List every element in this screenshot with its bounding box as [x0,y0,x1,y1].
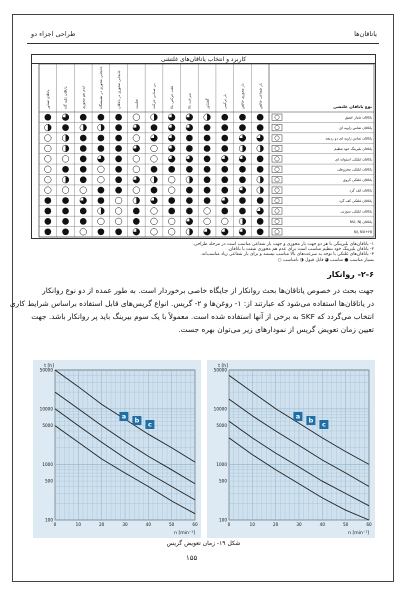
rating-full-mark [168,166,175,173]
rating-empty-mark [45,166,52,173]
rating-full-mark [80,114,87,121]
rating-full-mark [62,197,69,204]
rating-full-mark [115,176,122,183]
column-header: صلبیت [134,99,139,109]
rating-empty-mark [98,176,105,183]
rating-full-mark [98,114,105,121]
rating-full-mark [204,135,211,142]
left-chart-y-axis-label: t [h] [44,364,54,369]
rating-fill [207,114,210,121]
row-label: یاتاقان بلبرینگ خود تنظیم [334,146,372,151]
rating-full-mark [221,135,228,142]
rating-full-mark [221,124,228,131]
rating-full-mark [80,208,87,215]
rating-fill [260,145,263,152]
right-chart-y-tick-label: 10000 [213,406,227,412]
rating-full-mark [133,208,140,215]
rating-full-mark [115,166,122,173]
column-header: بی صدایی حرکت [152,83,157,109]
column-header: گشتاور [205,98,210,109]
right-chart-curve-label: b [308,416,314,425]
rating-full-mark [257,166,264,173]
rating-empty-mark [98,218,105,225]
rating-empty-mark [151,145,158,152]
rating-full-mark [239,114,246,121]
rating-full-mark [204,166,211,173]
right-chart-y-tick-label: 1000 [216,461,227,467]
rating-fill [48,124,51,131]
right-chart-y-tick-label: 500 [219,478,227,484]
right-chart-x-tick-label: 50 [342,522,349,527]
rating-empty-mark [168,176,175,183]
rating-full-mark [221,208,228,215]
left-chart-x-tick-label: 50 [168,522,175,527]
rating-full-mark [80,145,87,152]
header-left: طراحی اجزاء دو [31,30,76,38]
rating-full-mark [115,114,122,121]
bearing-sketch-ball [275,146,279,150]
rating-fill [242,218,245,225]
rating-empty-mark [115,218,122,225]
rating-fill [136,197,139,204]
table-title: کاربرد و انتخاب یاتاقان‌های غلتشی [160,56,247,63]
rating-full-mark [115,124,122,131]
rating-empty-mark [62,187,69,194]
rating-fill [83,124,86,131]
header-right: یاتاقان‌ها [354,30,377,38]
rating-full-mark [168,197,175,204]
rating-full-mark [239,176,246,183]
rating-full-mark [186,197,193,204]
rating-empty-mark [204,218,211,225]
row-label: یاتاقان غلتکی سوزنی [340,209,372,214]
rating-full-mark [239,208,246,215]
row-label: NU, NJ یاتاقان [349,219,372,224]
paragraph-line-4: تعیین زمان تعویض گریس از نمودارهای زیر می‌توان بهره جست. [178,325,374,334]
rating-full-mark [186,187,193,194]
paragraph-line-1: جهت بحث در خصوص یاتاقان‌ها بحث روانکار از جایگاه خاصی برخوردار است. به طور عمده از دو نوع روانکار [42,286,374,295]
rating-full-mark [239,197,246,204]
grease-chart-right [207,360,375,538]
column-header: یاتاقان شناور [46,89,51,109]
rating-fill [101,208,104,215]
rating-full-mark [257,114,264,121]
right-chart-y-axis-label: t [h] [218,364,228,369]
left-chart-y-tick-label: 10000 [39,406,53,412]
rating-empty-mark [151,156,158,163]
rating-empty-mark [133,135,140,142]
right-chart-y-tick-label: 50000 [213,367,227,373]
rating-empty-mark [221,218,228,225]
rating-full-mark [62,208,69,215]
column-header: دقت حرکتی بالا [169,85,174,109]
rating-full-mark [115,145,122,152]
right-chart-y-tick-label: 5000 [216,423,227,429]
left-chart-x-axis-label: n [min⁻¹] [174,531,195,536]
rating-empty-mark [80,187,87,194]
rating-full-mark [62,166,69,173]
rating-full-mark [239,124,246,131]
left-chart-curve-label: a [121,412,127,421]
column-header: بار شعاعی خالص [258,83,263,109]
row-label: یاتاقان غلتکی کروی [342,178,372,183]
left-chart-x-tick-label: 10 [75,522,82,527]
row-label: یاتاقان تماس زاویه ای دو ردیفه [325,136,372,141]
rating-full-mark [80,166,87,173]
row-label: یاتاقان شیار عمیق [344,115,372,120]
row-label: یاتاقان کف گرد [349,188,372,193]
right-chart-x-axis-label: n [min⁻¹] [348,531,369,536]
rating-empty-mark [45,176,52,183]
left-chart-y-tick-label: 1000 [42,461,53,467]
rating-empty-mark [168,228,175,235]
rating-empty-mark [168,187,175,194]
rating-full-mark [80,156,87,163]
rating-full-mark [62,228,69,235]
table-note-2: ۲- یاتاقان بلبرینگ خود تنظیم مناسب است برای عدم هم محوری شفت با یاتاقان. [227,247,374,252]
rating-full-mark [221,145,228,152]
grease-chart-left [33,360,201,538]
rating-full-mark [45,114,52,121]
rating-full-mark [221,114,228,121]
left-chart-y-tick-label: 500 [45,478,53,484]
row-label: یاتاقان غلتکی مخروطی [337,167,372,172]
rating-fill [66,145,69,152]
left-chart-x-tick-label: 60 [192,522,198,527]
left-chart-y-tick-label: 100 [45,517,53,523]
rating-empty-mark [115,197,122,204]
bearing-sketch-ball [275,167,279,171]
rating-full-mark [168,208,175,215]
rating-empty-mark [62,156,69,163]
bearing-sketch-ball [275,157,279,161]
rating-full-mark [257,228,264,235]
bearing-sketch-ball [275,198,279,202]
table-note-3: ۳- یاتاقان‌های غلتکی با توجه به سرعت‌های بالا مناسب نیستند و برای بار شعاعی زیاد مناسب‌اند. [200,252,374,257]
rating-full-mark [45,218,52,225]
rating-empty-mark [45,135,52,142]
row-label: یاتاقان تماس زاویه ای [339,126,372,131]
bearing-sketch-ball [275,115,279,119]
rating-fill [101,124,104,131]
rating-empty-mark [133,187,140,194]
rating-full-mark [62,124,69,131]
rating-full-mark [204,124,211,131]
rating-empty-mark [151,218,158,225]
row-header: نوع یاتاقان غلتشی [333,104,372,109]
right-chart-x-tick-label: 20 [272,522,279,527]
rating-full-mark [221,176,228,183]
table-legend: بسیار مناسب ● مناسب ◕ قابل قبول ◑ نامناسب ○ [277,258,374,263]
column-header: یاتاقان تکیه گاه [63,86,68,109]
table-note-1: ۱- یاتاقان‌های بلبرینگی با هر دو جهت بار محوری و جهت بار شعاعی مناسب است در مرحله طراحی. [192,242,374,247]
bearing-sketch-ball [275,219,279,223]
section-title: ۲-۶- روانکار [327,270,374,279]
rating-full-mark [239,166,246,173]
rating-full-mark [45,197,52,204]
bearing-sketch-ball [275,178,279,182]
bearing-sketch-ball [275,209,279,213]
rating-full-mark [204,197,211,204]
rating-full-mark [115,156,122,163]
column-header: جابجایی محوری در نشیمنگاه [99,66,104,109]
right-chart-y-tick-label: 100 [219,517,227,523]
rating-fill [154,176,157,183]
rating-full-mark [151,166,158,173]
row-label: یاتاقان غلتکی استوانه ای [335,157,372,162]
left-chart-curve-label: c [147,420,152,429]
rating-full-mark [204,156,211,163]
rating-empty-mark [133,114,140,121]
right-chart-x-tick-label: 10 [249,522,256,527]
rating-empty-mark [98,166,105,173]
bearing-sketch-ball [275,136,279,140]
left-chart-curve-label: b [134,416,140,425]
rating-full-mark [98,197,105,204]
rating-full-mark [257,197,264,204]
rating-full-mark [186,208,193,215]
rating-full-mark [151,187,158,194]
right-chart-x-tick-label: 40 [319,522,326,527]
rating-empty-mark [204,208,211,215]
figure-caption: شکل ۱۹- زمان تعویض گریس [166,540,241,547]
column-header: جابجایی محوری در یاتاقان [116,70,121,109]
rating-full-mark [204,187,211,194]
row-label: NJ, NU+HJ [353,230,372,235]
rating-full-mark [98,228,105,235]
left-chart-x-tick-label: 30 [122,522,128,527]
rating-full-mark [45,208,52,215]
page-number: ۱۵۵ [186,554,198,562]
rating-full-mark [186,166,193,173]
rating-full-mark [221,187,228,194]
rating-fill [66,135,69,142]
right-chart-x-tick-label: 30 [296,522,302,527]
left-chart-x-tick-label: 40 [145,522,152,527]
rating-fill [242,145,245,152]
rating-fill [66,176,69,183]
rating-fill [260,176,263,183]
bearing-table-grid [31,64,376,239]
rating-empty-mark [45,145,52,152]
rating-full-mark [98,135,105,142]
column-header: عدم هم محوری [81,85,86,109]
left-chart-x-tick-label: 0 [53,522,57,527]
left-chart-y-tick-label: 5000 [42,423,53,429]
rating-empty-mark [133,156,140,163]
rating-empty-mark [168,218,175,225]
rating-empty-mark [151,228,158,235]
rating-full-mark [186,145,193,152]
rating-fill [154,114,157,121]
bearing-sketch-ball [275,125,279,129]
rating-full-mark [257,124,264,131]
rating-full-mark [80,135,87,142]
rating-full-mark [151,124,158,131]
rating-full-mark [204,145,211,152]
rating-empty-mark [133,166,140,173]
rating-fill [189,176,192,183]
rating-empty-mark [45,187,52,194]
rating-full-mark [45,228,52,235]
left-chart-y-tick-label: 50000 [39,367,53,373]
row-label: یاتاقان غلتکی کف گرد [339,198,372,203]
rating-full-mark [221,166,228,173]
paragraph-line-2: در یاتاقان‌ها استفاده می‌شود که عبارتند از: ۱- روغن‌ها و ۲- گریس. انواع گریس‌های قابل استفاده براساس شرایط کاری [9,299,374,308]
right-chart-curve-label: a [295,412,301,421]
rating-full-mark [80,218,87,225]
rating-full-mark [133,218,140,225]
rating-full-mark [257,156,264,163]
rating-fill [189,228,192,235]
bearing-sketch-ball [275,188,279,192]
column-header: سرعت بالا [187,93,192,109]
rating-full-mark [115,135,122,142]
header-divider [27,43,379,44]
rating-full-mark [257,218,264,225]
rating-empty-mark [151,208,158,215]
rating-full-mark [80,176,87,183]
rating-full-mark [98,145,105,152]
bearing-sketch-ball [275,230,279,234]
column-header: بار ترکیبی [222,94,227,109]
rating-empty-mark [115,208,122,215]
rating-empty-mark [80,228,87,235]
rating-full-mark [115,187,122,194]
rating-empty-mark [45,156,52,163]
rating-full-mark [204,176,211,183]
left-chart-x-tick-label: 20 [98,522,105,527]
paragraph-line-3: انتخاب می‌گردد که SKF به برخی از آنها استفاده شده است. معمولاً با یک سوم بیرینگ باید پر روانکار باشد. جهت [31,312,374,321]
rating-full-mark [98,187,105,194]
column-header: بار محوری خالص [240,83,245,109]
rating-full-mark [186,135,193,142]
right-chart-x-tick-label: 0 [227,522,231,527]
rating-fill [260,187,263,194]
right-chart-curve-label: c [321,420,326,429]
right-chart-x-tick-label: 60 [366,522,372,527]
rating-full-mark [115,228,122,235]
rating-full-mark [62,218,69,225]
